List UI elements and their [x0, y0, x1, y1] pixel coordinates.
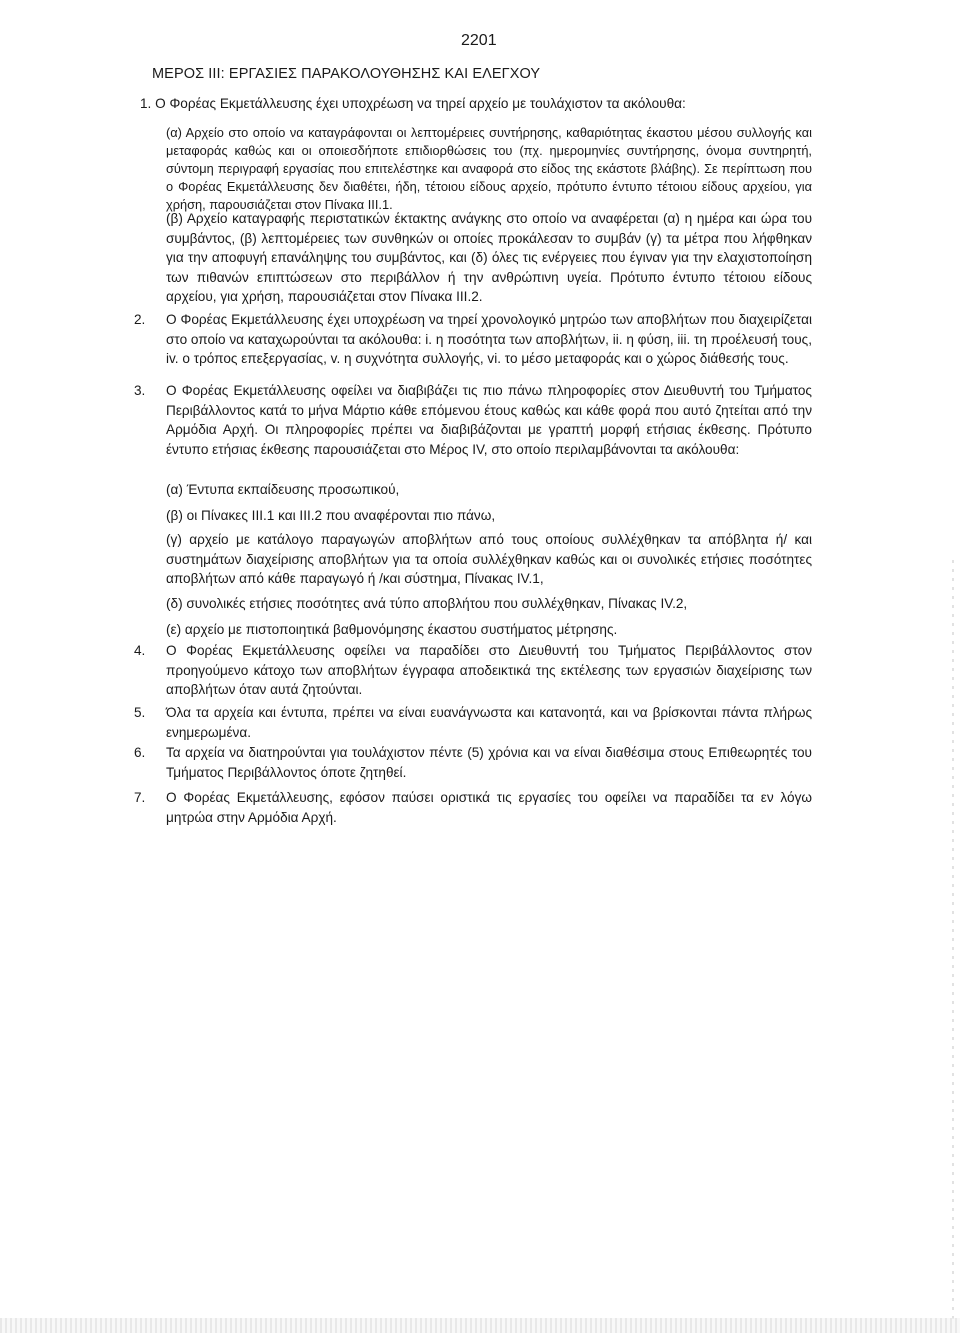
section-4-text: Ο Φορέας Εκμετάλλευσης οφείλει να παραδίδει στο Διευθυντή του Τμήματος Περιβάλλοντος στον προηγούμενο κάτοχο των αποβλήτων έγγραφα αποδεικτικά της εκτέλεσης των εργασιών διαχείρισης των αποβλήτων όταν αυτά ζητούνται. — [166, 643, 812, 697]
section-1-lead: 1. Ο Φορέας Εκμετάλλευσης έχει υποχρέωση να τηρεί αρχείο με τουλάχιστον τα ακόλουθα: — [140, 96, 686, 111]
section-4-number: 4. — [134, 643, 146, 658]
section-3-item-b: (β) οι Πίνακες III.1 και III.2 που αναφέρονται πιο πάνω, — [166, 508, 496, 523]
section-5-number: 5. — [134, 705, 146, 720]
section-2-text: Ο Φορέας Εκμετάλλευσης έχει υποχρέωση να τηρεί χρονολογικό μητρώο των αποβλήτων που διαχειρίζεται στο οποίο να καταχωρούνται τα ακόλουθα: i. η ποσότητα των αποβλήτων, ii. η φύση, iii. τη προέλευσή τους, iv. ο τρόπος επεξεργασίας, v. η συχνότητα συλλογής, vi. το μέσο μεταφοράς και ο χώρος διάθεσής τους. — [166, 312, 812, 366]
section-1-item-a: (α) Αρχείο στο οποίο να καταγράφονται οι λεπτομέρειες συντήρησης, καθαριότητας έκαστου μέσου συλλογής και μεταφοράς καθώς και οι οποιεσδήποτε επιδιορθώσεις του (πχ. ημερομηνίες συντήρησης, όνομα συντηρητή, σύντομη περιγραφή εργασίας που επιτελέστηκε και αναφορά στο είδος της εκάστοτε βλάβης). Σε περίπτωση που ο Φορέας Εκμετάλλευσης δεν διαθέτει, ήδη, τέτοιου είδους αρχείο, πρότυπο έντυπο τέτοιου είδους αρχείου, για χρήση, παρουσιάζεται στον Πίνακα III.1. — [166, 125, 812, 212]
section-5-text: Όλα τα αρχεία και έντυπα, πρέπει να είναι ευανάγνωστα και κατανοητά, και να βρίσκονται πάντα πλήρως ενημερωμένα. — [166, 705, 812, 740]
section-3-text: Ο Φορέας Εκμετάλλευσης οφείλει να διαβιβάζει τις πιο πάνω πληροφορίες στον Διευθυντή του Τμήματος Περιβάλλοντος κατά το μήνα Μάρτιο κάθε επόμενου έτους καθώς και κάθε φορά που αυτό ζητείται από την Αρμόδια Αρχή. Οι πληροφορίες πρέπει να διαβιβάζονται με γραπτή μορφή ετήσιας έκθεσης. Πρότυπο έντυπο ετήσιας έκθεσης παρουσιάζεται στο Μέρος IV, στο οποίο περιλαμβάνονται τα ακόλουθα: — [166, 383, 812, 457]
section-6-text: Τα αρχεία να διατηρούνται για τουλάχιστον πέντε (5) χρόνια και να είναι διαθέσιμα στους Επιθεωρητές του Τμήματος Περιβάλλοντος όποτε ζητηθεί. — [166, 745, 812, 780]
section-3-item-d: (δ) συνολικές ετήσιες ποσότητες ανά τύπο αποβλήτου που συλλέχθηκαν, Πίνακας IV.2, — [166, 596, 688, 611]
scan-edge-bottom — [0, 1318, 960, 1333]
page-number: 2201 — [461, 32, 497, 49]
section-3-item-c: (γ) αρχείο με κατάλογο παραγωγών αποβλήτων από τους οποίους συλλέχθηκαν τα απόβλητα ή/ και συστημάτων διαχείρισης αποβλήτων για τα οποία συλλέχθηκαν καθώς και οι συνολικές ετήσιες ποσότητες αποβλήτων από κάθε παραγωγό ή /και σύστημα, Πίνακας IV.1, — [166, 532, 812, 586]
section-2-number: 2. — [134, 312, 146, 327]
scan-edge-right — [952, 560, 954, 1320]
section-3-item-a: (α) Έντυπα εκπαίδευσης προσωπικού, — [166, 482, 400, 497]
section-6-number: 6. — [134, 745, 146, 760]
section-7-number: 7. — [134, 790, 146, 805]
section-3-item-e: (ε) αρχείο με πιστοποιητικά βαθμονόμησης έκαστου συστήματος μέτρησης. — [166, 622, 618, 637]
part-heading: ΜΕΡΟΣ III: ΕΡΓΑΣΙΕΣ ΠΑΡΑΚΟΛΟΥΘΗΣΗΣ ΚΑΙ ΕΛΕΓΧΟΥ — [152, 66, 541, 82]
section-1-item-b: (β) Αρχείο καταγραφής περιστατικών έκτακτης ανάγκης στο οποίο να αναφέρεται (α) η ημέρα και ώρα του συμβάντος, (β) λεπτομέρειες των συνθηκών οι οποίες προκάλεσαν το συμβάν (γ) τα μέτρα που λήφθηκαν για την αποφυγή επανάληψης του συμβάντος, και (δ) όλες τις ενέργειες που έγιναν για την ελαχιστοποίηση των πιθανών επιπτώσεων στο περιβάλλον ή την ανθρώπινη υγεία. Πρότυπο έντυπο τέτοιου είδους αρχείου, για χρήση, παρουσιάζεται στον Πίνακα III.2. — [166, 211, 812, 304]
section-7-text: Ο Φορέας Εκμετάλλευσης, εφόσον παύσει οριστικά τις εργασίες του οφείλει να παραδίδει τα εν λόγω μητρώα στην Αρμόδια Αρχή. — [166, 790, 812, 825]
section-3-number: 3. — [134, 383, 146, 398]
